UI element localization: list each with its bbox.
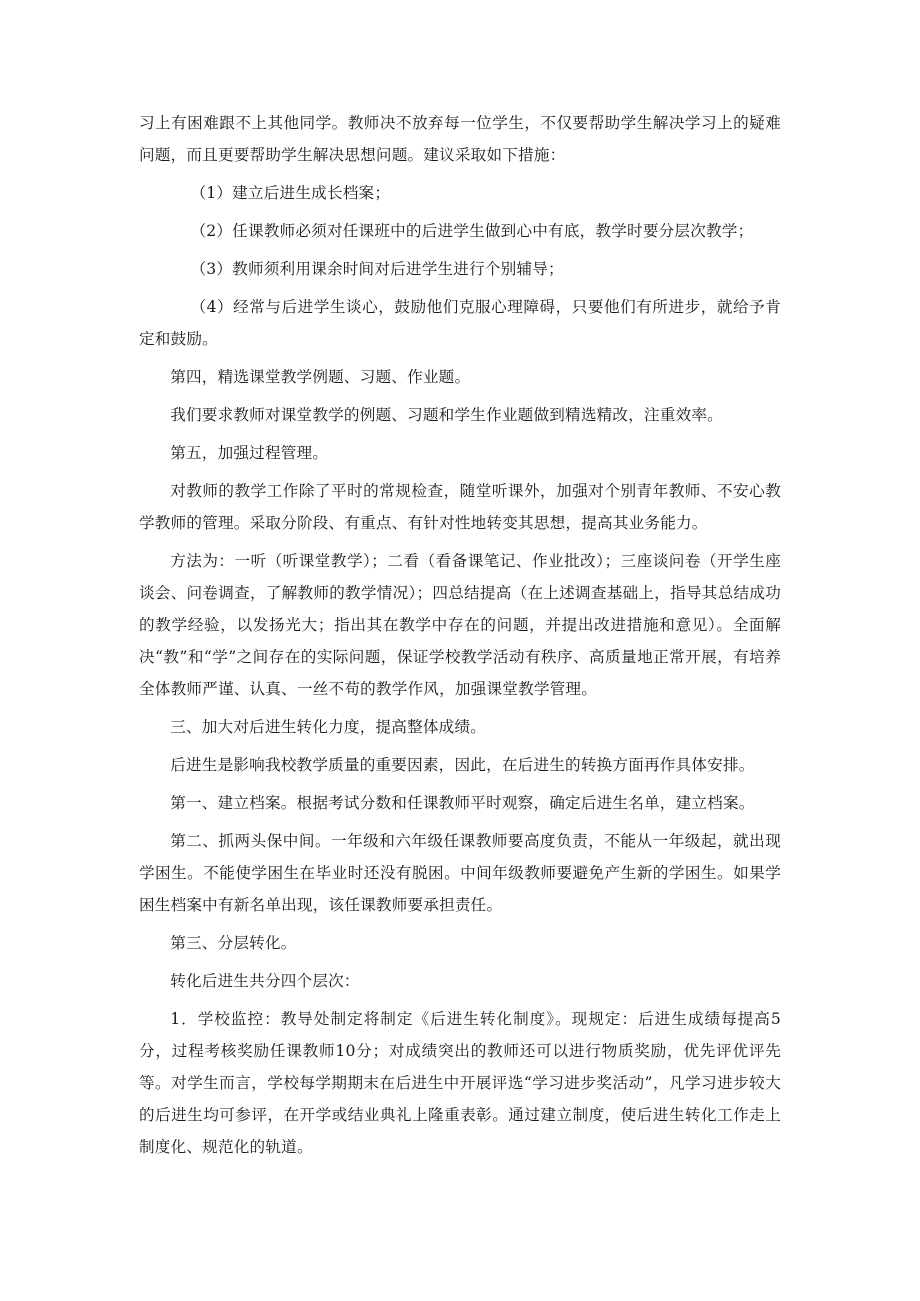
section-heading-fourth: 第四，精选课堂教学例题、习题、作业题。	[170, 368, 471, 386]
paragraph-methods: 方法为：一听（听课堂教学）；二看（看备课笔记、作业批改）；三座谈问卷（开学生座谈会、问卷调查，了解教师的教学情况）；四总结提高（在上述调查基础上，指导其总结成功的教学经验，以发扬光大；指出其在教学中存在的问题，并提出改进措施和意见）。全面解决“教”和“学”之间存在的实际问题，保证学校教学活动有秩序、高质量地正常开展，有培养全体教师严谨、认真、一丝不苟的教学作风，加强课堂教学管理。	[139, 552, 781, 698]
measure-item-3: （3）教师须利用课余时间对后进学生进行个别辅导；	[190, 260, 564, 278]
document-page	[139, 107, 781, 1163]
paragraph-second-ends: 第二、抓两头保中间。一年级和六年级任课教师要高度负责，不能从一年级起，就出现学困生。不能使学困生在毕业时还没有脱困。中间年级教师要避免产生新的学困生。如果学困生档案中有新名单出现，该任课教师要承担责任。	[139, 832, 781, 914]
paragraph-first-archive: 第一、建立档案。根据考试分数和任课教师平时观察，确定后进生名单，建立档案。	[170, 794, 755, 812]
measure-item-1: （1）建立后进生成长档案；	[190, 184, 391, 202]
measure-item-4: （4）经常与后进学生谈心，鼓励他们克服心理障碍，只要他们有所进步，就给予肯定和鼓励。	[139, 298, 781, 348]
paragraph-underachievers: 后进生是影响我校教学质量的重要因素，因此，在后进生的转换方面再作具体安排。	[170, 756, 755, 774]
section-heading-three: 三、加大对后进生转化力度，提高整体成绩。	[170, 718, 487, 736]
paragraph-school-monitoring: 1．学校监控：教导处制定将制定《后进生转化制度》。现规定：后进生成绩每提高5分，过程考核奖励任课教师10分；对成绩突出的教师还可以进行物质奖励，优先评优评先等。对学生而言，学校每学期期末在后进生中开展评选“学习进步奖活动”，凡学习进步较大的后进生均可参评，在开学或结业典礼上隆重表彰。通过建立制度，使后进生转化工作走上制度化、规范化的轨道。	[139, 1010, 781, 1156]
paragraph-third-layered: 第三、分层转化。	[170, 934, 297, 952]
paragraph-teacher-management: 对教师的教学工作除了平时的常规检查，随堂听课外，加强对个别青年教师、不安心教学教师的管理。采取分阶段、有重点、有针对性地转变其思想，提高其业务能力。	[139, 482, 781, 532]
paragraph-four-levels: 转化后进生共分四个层次：	[170, 972, 360, 990]
paragraph-exercise-selection: 我们要求教师对课堂教学的例题、习题和学生作业题做到精选精改，注重效率。	[170, 406, 723, 424]
paragraph-continuation: 习上有困难跟不上其他同学。教师决不放弃每一位学生，不仅要帮助学生解决学习上的疑难问题，而且更要帮助学生解决思想问题。建议采取如下措施：	[139, 114, 781, 164]
measure-item-2: （2）任课教师必须对任课班中的后进学生做到心中有底，教学时要分层次教学；	[190, 222, 754, 240]
section-heading-fifth: 第五，加强过程管理。	[170, 444, 329, 462]
